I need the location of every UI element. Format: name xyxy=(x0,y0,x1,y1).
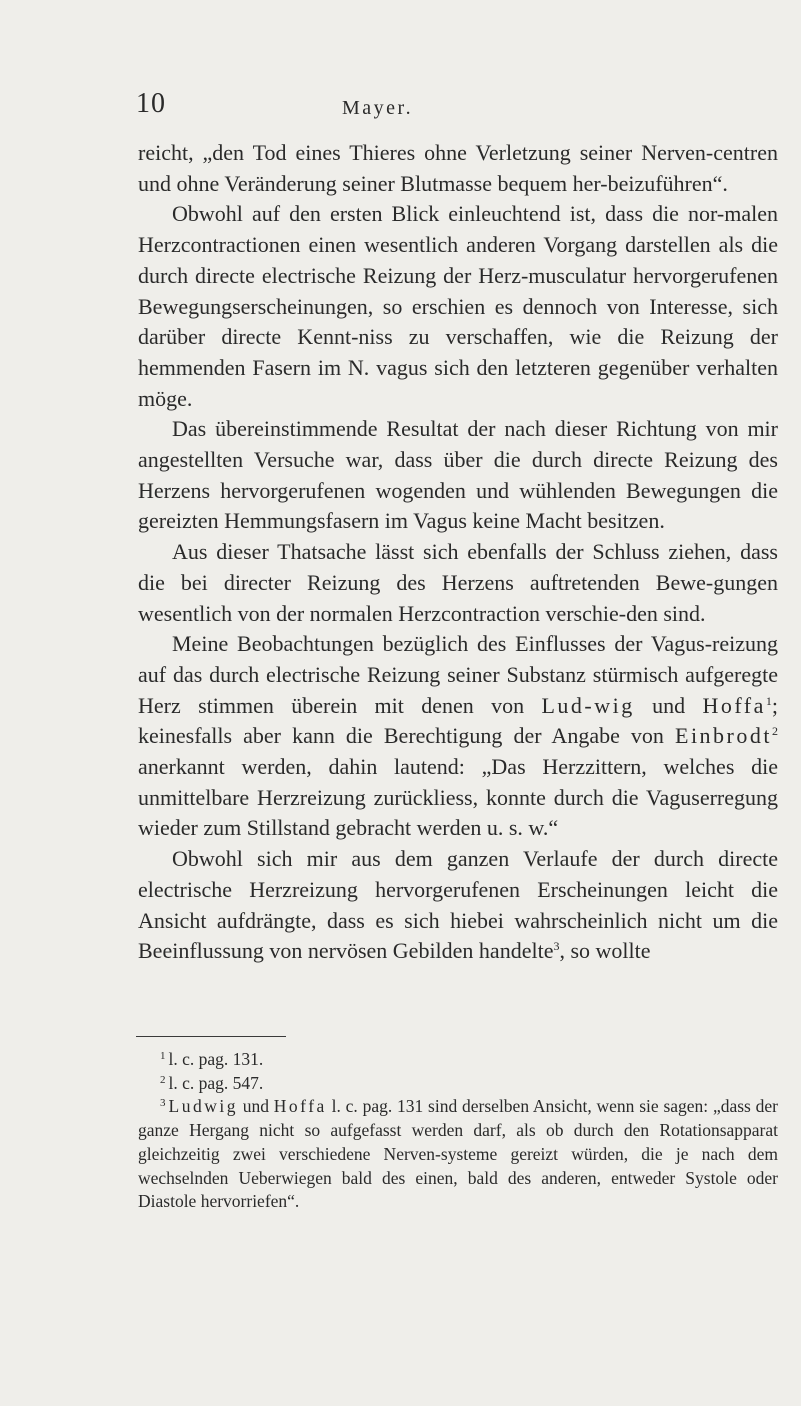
footnote-ref-3: 3 xyxy=(553,939,560,954)
paragraph-5-text-b: und xyxy=(634,692,703,718)
footnote-ref-1: 1 xyxy=(765,693,772,708)
main-text xyxy=(138,138,778,967)
page-number: 10 xyxy=(136,88,166,119)
paragraph-4: Aus dieser Thatsache lässt sich ebenfalls der Schluss ziehen, dass die bei directer Reizung des Herzens auftretenden Bewe-gungen wesentlich von der normalen Herzcontraction verschie-den sind. xyxy=(138,539,778,626)
footnote-ref-2: 2 xyxy=(772,724,778,739)
footnote-1 xyxy=(138,1048,778,1072)
footnote-rule xyxy=(136,1036,286,1037)
paragraph-3: Das übereinstimmende Resultat der nach dieser Richtung von mir angestellten Versuche war, dass über die durch directe Reizung des Herzens hervorgerufenen wogenden und wühlenden Bewegungen die gereizten Hemmungsfasern im Vagus keine Macht besitzen. xyxy=(138,416,778,534)
footnote-3-mark: 3 xyxy=(160,1097,166,1110)
footnote-3-text: l. c. pag. 131 sind derselben Ansicht, wenn sie sagen: „dass der ganze Hergang nicht so aufgefasst werden darf, als ob durch den Rotationsapparat gleichzeitig zwei verschiedene Nerven-systeme gereizt würden, die je nach dem wechselnden Ueberwiegen bald des einen, bald des anderen, entweder Systole oder Diastole hervorriefen“. xyxy=(138,1096,778,1212)
footnote-2-mark: 2 xyxy=(160,1073,166,1086)
author-ludwig: Lud-wig xyxy=(541,692,635,718)
paragraph-5 xyxy=(138,629,778,844)
footnotes xyxy=(138,1048,778,1214)
paragraph-6-text-a: Obwohl sich mir aus dem ganzen Verlaufe der durch directe electrische Herzreizung hervorgerufenen Erscheinungen leicht die Ansicht aufdrängte, dass es sich hiebei wahrscheinlich nicht um die Beeinflussung von nervösen Gebilden handelte xyxy=(138,846,778,964)
running-head: Mayer. xyxy=(342,97,414,119)
paragraph-6-text-b: , so wollte xyxy=(559,938,651,964)
footnote-3-author-hoffa: Hoffa xyxy=(273,1096,327,1117)
footnote-1-mark: 1 xyxy=(160,1050,166,1062)
footnote-1-text: l. c. pag. 131. xyxy=(168,1049,264,1069)
author-einbrodt: Einbrodt xyxy=(675,723,772,749)
paragraph-1: reicht, „den Tod eines Thieres ohne Verletzung seiner Nerven-centren und ohne Veränderung seiner Blutmasse bequem her-beizuführen“. xyxy=(138,140,778,196)
footnote-3 xyxy=(138,1095,778,1214)
paragraph-6 xyxy=(138,844,778,967)
paragraph-2: Obwohl auf den ersten Blick einleuchtend ist, dass die nor-malen Herzcontractionen einen wesentlich anderen Vorgang darstellen als die durch directe electrische Reizung der Herz-musculatur hervorgerufenen Bewegungserscheinungen, so erschien es dennoch von Interesse, sich darüber directe Kennt-niss zu verschaffen, wie die Reizung der hemmenden Fasern im N. vagus sich den letzteren gegenüber verhalten möge. xyxy=(138,201,778,411)
footnote-3-and: und xyxy=(237,1096,274,1117)
paragraph-5-text-a: Meine Beobachtungen bezüglich des Einflusses der Vagus-reizung auf das durch electrische Reizung seiner Substanz stürmisch aufgeregte Herz stimmen überein mit denen von xyxy=(138,631,778,718)
paragraph-5-text-c: ; keinesfalls aber kann die Berechtigung der Angabe von xyxy=(138,692,779,749)
author-hoffa: Hoffa xyxy=(702,692,766,718)
footnote-2-text: l. c. pag. 547. xyxy=(168,1072,264,1093)
footnote-3-author-ludwig: Ludwig xyxy=(168,1096,238,1117)
paragraph-5-text-d: anerkannt werden, dahin lautend: „Das Herzzittern, welches die unmittelbare Herzreizung zurückliess, konnte durch die Vaguserregung wieder zum Stillstand gebracht werden u. s. w.“ xyxy=(138,754,778,841)
footnote-2 xyxy=(138,1072,778,1096)
